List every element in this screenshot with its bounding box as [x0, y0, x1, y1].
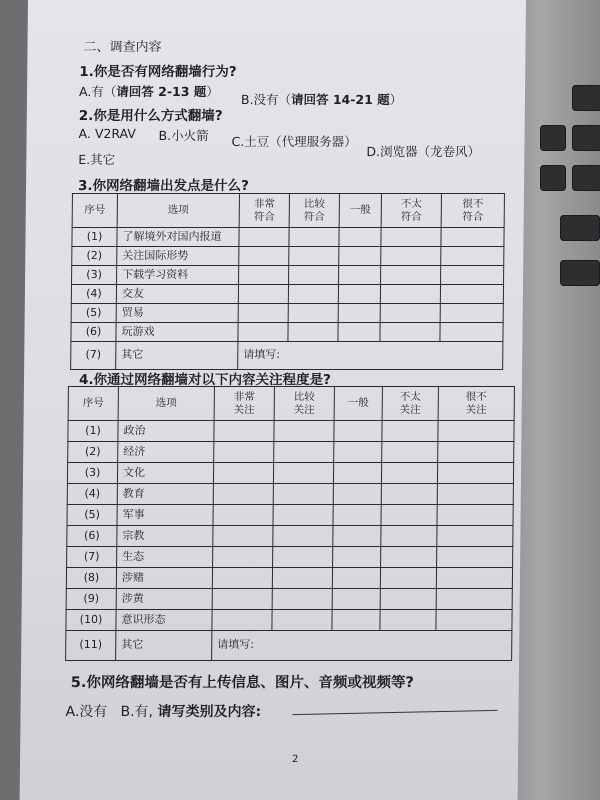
row-label: 关注国际形势	[117, 247, 239, 266]
answer-cell[interactable]	[440, 304, 503, 323]
answer-cell[interactable]	[338, 285, 380, 304]
q4-header-row	[68, 387, 514, 421]
row-number: (5)	[71, 304, 116, 323]
row-label: 涉赌	[116, 568, 212, 589]
q3-table	[70, 193, 505, 370]
answer-cell[interactable]	[273, 463, 333, 484]
answer-cell[interactable]	[438, 421, 514, 442]
answer-cell[interactable]	[214, 421, 274, 442]
q2-option-c: C.土豆（代理服务器）	[231, 134, 357, 149]
answer-cell[interactable]	[338, 304, 380, 323]
answer-cell[interactable]	[212, 610, 272, 631]
table-row	[66, 610, 512, 631]
other-fill-field[interactable]: 请填写:	[212, 631, 512, 661]
answer-cell[interactable]	[380, 285, 440, 304]
row-number: (1)	[68, 421, 118, 442]
answer-cell[interactable]	[339, 247, 381, 266]
question-3: 3.你网络翻墙出发点是什么?	[77, 178, 249, 194]
row-label: 其它	[116, 342, 238, 370]
row-number: (10)	[66, 610, 116, 631]
answer-cell[interactable]	[381, 526, 437, 547]
row-label: 交友	[116, 285, 238, 304]
table-row-other	[71, 342, 503, 370]
answer-cell[interactable]	[213, 484, 273, 505]
row-number: (8)	[66, 568, 116, 589]
answer-cell[interactable]	[380, 304, 440, 323]
question-1: 1.你是否有网络翻墙行为?	[79, 64, 237, 80]
q1-option-b-prefix: B.没有（	[240, 92, 292, 107]
laptop-key	[540, 165, 566, 191]
q4-table	[65, 386, 515, 661]
answer-cell[interactable]	[380, 323, 440, 342]
row-number: (4)	[67, 484, 117, 505]
answer-cell[interactable]	[273, 526, 333, 547]
row-label: 政治	[118, 421, 214, 442]
page-number: 2	[291, 754, 299, 765]
question-4: 4.你通过网络翻墙对以下内容关注程度是?	[78, 372, 331, 388]
q3-header-row	[72, 194, 504, 228]
answer-cell[interactable]	[239, 266, 289, 285]
answer-cell[interactable]	[339, 266, 381, 285]
answer-cell[interactable]	[438, 442, 514, 463]
row-label: 军事	[117, 505, 213, 526]
answer-cell[interactable]	[339, 228, 381, 247]
q1-option-a-suffix: ）	[206, 84, 219, 99]
answer-cell[interactable]	[332, 589, 380, 610]
row-number: (6)	[71, 323, 116, 342]
answer-cell[interactable]	[332, 610, 380, 631]
answer-cell[interactable]	[212, 589, 272, 610]
answer-cell[interactable]	[381, 228, 441, 247]
answer-cell[interactable]	[332, 568, 380, 589]
table-row	[71, 285, 503, 304]
answer-cell[interactable]	[380, 610, 436, 631]
row-number: (7)	[71, 342, 116, 370]
answer-cell[interactable]	[437, 505, 513, 526]
answer-cell[interactable]	[214, 442, 274, 463]
q4-header-not-at-all-concerned: 很不 关注	[438, 387, 514, 421]
answer-cell[interactable]	[274, 421, 334, 442]
answer-cell[interactable]	[381, 247, 441, 266]
q1-option-a	[79, 82, 219, 100]
answer-cell[interactable]	[382, 442, 438, 463]
answer-cell[interactable]	[288, 323, 338, 342]
q5-option-b-prefix: B.有,	[120, 704, 154, 720]
answer-cell[interactable]	[338, 323, 380, 342]
answer-cell[interactable]	[436, 568, 512, 589]
answer-cell[interactable]	[272, 610, 332, 631]
q5-answer-line[interactable]	[293, 710, 498, 715]
laptop-key	[572, 85, 600, 111]
row-number: (2)	[68, 442, 118, 463]
answer-cell[interactable]	[440, 323, 503, 342]
table-row	[72, 266, 504, 285]
laptop-key	[572, 125, 600, 151]
answer-cell[interactable]	[273, 484, 333, 505]
q4-header-neutral: 一般	[334, 387, 382, 421]
q3-header-option: 选项	[117, 194, 239, 228]
q2-option-e: E.其它	[78, 152, 116, 167]
answer-cell[interactable]	[381, 547, 437, 568]
answer-cell[interactable]	[440, 285, 503, 304]
table-row	[67, 484, 513, 505]
answer-cell[interactable]	[289, 266, 339, 285]
q2-option-b: B.小火箭	[158, 128, 209, 143]
row-label: 文化	[117, 463, 213, 484]
row-number: (4)	[71, 285, 116, 304]
table-row	[66, 589, 512, 610]
answer-cell[interactable]	[382, 421, 438, 442]
row-number: (9)	[66, 589, 116, 610]
q4-header-fairly-concerned: 比较 关注	[274, 387, 334, 421]
q3-header-neutral: 一般	[339, 194, 381, 228]
answer-cell[interactable]	[437, 484, 513, 505]
row-label: 经济	[118, 442, 214, 463]
table-row	[66, 568, 512, 589]
table-row	[68, 442, 514, 463]
answer-cell[interactable]	[380, 568, 436, 589]
row-number: (7)	[67, 547, 117, 568]
answer-cell[interactable]	[436, 610, 512, 631]
q3-header-not-very-consistent: 不太 符合	[381, 194, 441, 228]
q5-option-a: A.没有	[65, 704, 108, 720]
answer-cell[interactable]	[437, 547, 513, 568]
row-number: (6)	[67, 526, 117, 547]
answer-cell[interactable]	[288, 285, 338, 304]
row-label: 下载学习资料	[117, 266, 239, 285]
q1-option-b-suffix: ）	[389, 92, 403, 107]
q3-header-not-at-all-consistent: 很不 符合	[441, 194, 504, 228]
q5-option-b-prompt: 请写类别及内容:	[157, 704, 262, 720]
row-number: (1)	[72, 228, 117, 247]
q4-header-option: 选项	[118, 387, 214, 421]
answer-cell[interactable]	[273, 505, 333, 526]
answer-cell[interactable]	[380, 589, 436, 610]
row-number: (5)	[67, 505, 117, 526]
q1-option-b	[241, 90, 402, 108]
table-row	[72, 247, 504, 266]
answer-cell[interactable]	[333, 463, 381, 484]
survey-page	[20, 0, 526, 800]
table-row	[71, 304, 503, 323]
q1-option-a-prefix: A.有（	[78, 84, 117, 99]
answer-cell[interactable]	[212, 568, 272, 589]
row-number: (3)	[67, 463, 117, 484]
answer-cell[interactable]	[334, 421, 382, 442]
answer-cell[interactable]	[238, 323, 288, 342]
laptop-key	[560, 215, 600, 241]
answer-cell[interactable]	[213, 463, 273, 484]
q3-header-fairly-consistent: 比较 符合	[289, 194, 339, 228]
answer-cell[interactable]	[437, 463, 513, 484]
answer-cell[interactable]	[273, 547, 333, 568]
row-label: 教育	[117, 484, 213, 505]
table-row	[67, 463, 513, 484]
q5-option-b	[120, 701, 261, 721]
row-label: 贸易	[116, 304, 238, 323]
row-number: (2)	[72, 247, 117, 266]
q1-option-b-note: 请回答 14-21 题	[290, 92, 390, 107]
answer-cell[interactable]	[441, 228, 504, 247]
answer-cell[interactable]	[381, 463, 437, 484]
answer-cell[interactable]	[436, 589, 512, 610]
answer-cell[interactable]	[289, 247, 339, 266]
q2-option-a: A. V2RAV	[78, 126, 136, 141]
answer-cell[interactable]	[288, 304, 338, 323]
answer-cell[interactable]	[333, 505, 381, 526]
q4-header-very-concerned: 非常 关注	[214, 387, 274, 421]
row-number: (3)	[72, 266, 117, 285]
answer-cell[interactable]	[333, 526, 381, 547]
row-label: 了解境外对国内报道	[117, 228, 239, 247]
laptop-key	[560, 260, 600, 286]
answer-cell[interactable]	[381, 266, 441, 285]
answer-cell[interactable]	[289, 228, 339, 247]
table-row	[68, 421, 514, 442]
answer-cell[interactable]	[213, 526, 273, 547]
row-label: 玩游戏	[116, 323, 238, 342]
answer-cell[interactable]	[334, 442, 382, 463]
answer-cell[interactable]	[274, 442, 334, 463]
answer-cell[interactable]	[238, 304, 288, 323]
row-label: 意识形态	[116, 610, 212, 631]
table-row	[67, 505, 513, 526]
answer-cell[interactable]	[441, 266, 504, 285]
table-row	[72, 228, 504, 247]
q4-header-not-very-concerned: 不太 关注	[382, 387, 438, 421]
row-label: 涉黄	[116, 589, 212, 610]
table-row	[67, 547, 513, 568]
answer-cell[interactable]	[239, 247, 289, 266]
answer-cell[interactable]	[213, 505, 273, 526]
answer-cell[interactable]	[272, 589, 332, 610]
answer-cell[interactable]	[381, 505, 437, 526]
answer-cell[interactable]	[333, 547, 381, 568]
row-label: 宗教	[117, 526, 213, 547]
laptop-key	[572, 165, 600, 191]
q3-header-number: 序号	[72, 194, 117, 228]
answer-cell[interactable]	[441, 247, 504, 266]
laptop-key	[540, 125, 566, 151]
answer-cell[interactable]	[333, 484, 381, 505]
table-row	[71, 323, 503, 342]
q3-header-very-consistent: 非常 符合	[239, 194, 289, 228]
row-number: (11)	[66, 631, 116, 661]
row-label: 其它	[116, 631, 212, 661]
q1-option-a-note: 请回答 2-13 题	[116, 84, 207, 99]
answer-cell[interactable]	[213, 547, 273, 568]
q4-header-number: 序号	[68, 387, 118, 421]
q2-option-d: D.浏览器（龙卷风）	[366, 144, 481, 159]
question-5: 5.你网络翻墙是否有上传信息、图片、音频或视频等?	[70, 675, 414, 691]
answer-cell[interactable]	[272, 568, 332, 589]
answer-cell[interactable]	[437, 526, 513, 547]
other-fill-field[interactable]: 请填写:	[238, 342, 503, 370]
answer-cell[interactable]	[239, 228, 289, 247]
table-row	[67, 526, 513, 547]
section-title: 二、调查内容	[83, 40, 162, 55]
row-label: 生态	[117, 547, 213, 568]
answer-cell[interactable]	[381, 484, 437, 505]
answer-cell[interactable]	[238, 285, 288, 304]
question-2: 2.你是用什么方式翻墙?	[78, 108, 223, 124]
table-row-other	[66, 631, 512, 661]
